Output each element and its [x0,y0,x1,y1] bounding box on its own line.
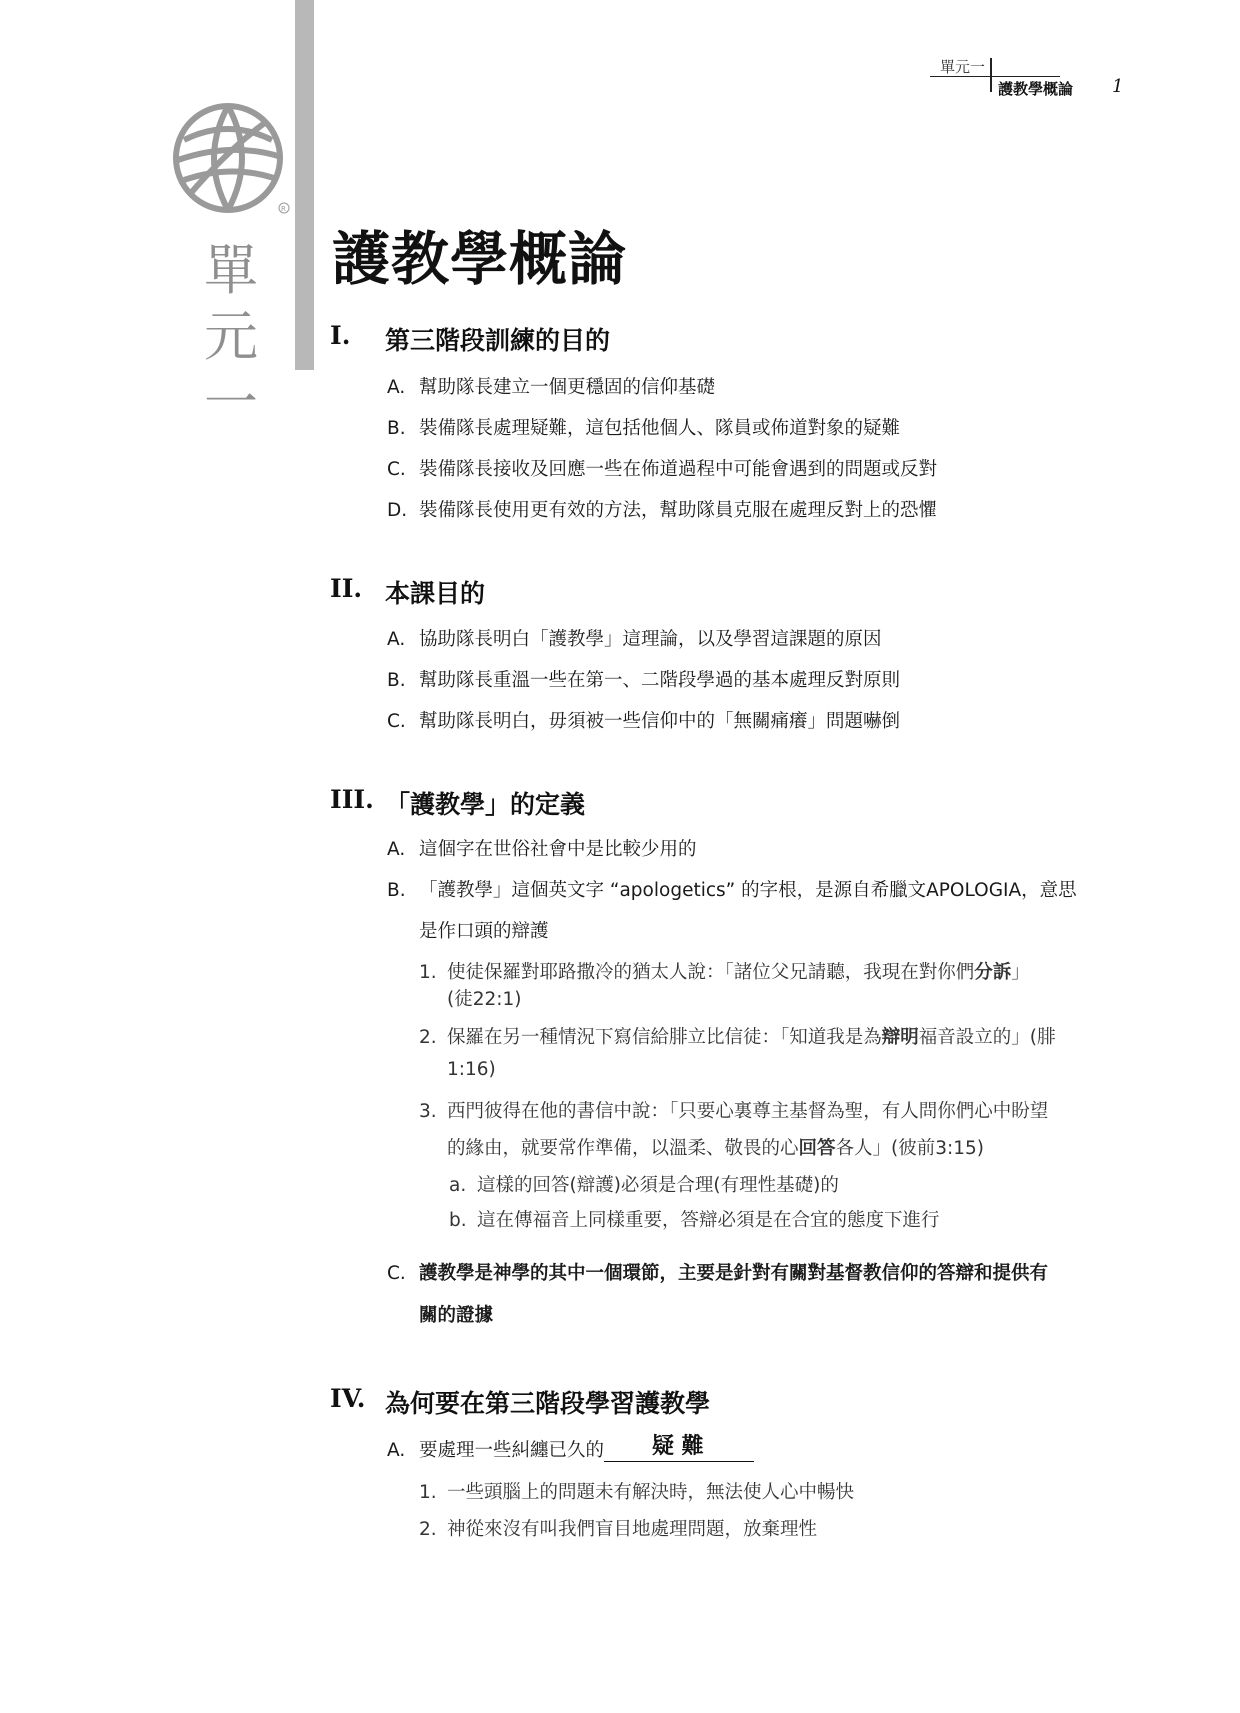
section-number: IV. [330,1384,366,1413]
unit-char-1: 單 [204,239,258,302]
page-title: 護教學概論 [332,225,628,293]
fill-in-blank [604,1433,754,1462]
section-title: 「護教學」的定義 [385,790,586,819]
running-head-rule [930,76,990,77]
sidebar-gray-bar [295,0,314,370]
list-item: A. 幫助隊長建立一個更穩固的信仰基礎 [387,377,716,398]
sub-list-item-continuation: 的緣由，就要常作準備，以溫柔、敬畏的心回答各人」(彼前3:15) [447,1138,985,1159]
running-head-unit: 單元一 [940,58,986,76]
running-head-divider [990,58,992,92]
handwritten-answer: 疑 難 [652,1433,704,1459]
list-item: C. 裝備隊長接收及回應一些在佈道過程中可能會遇到的問題或反對 [387,459,938,480]
sub-list-item: 1. 使徒保羅對耶路撒冷的猶太人說：「諸位父兄請聽，我現在對你們分訴」 [419,962,1030,983]
svg-text:R: R [281,205,286,213]
list-item: A. 這個字在世俗社會中是比較少用的 [387,839,697,860]
list-item: B. 裝備隊長處理疑難，這包括他個人、隊員或佈道對象的疑難 [387,418,901,439]
list-item-continuation: 是作口頭的辯護 [419,921,549,942]
sub-list-item: 3. 西門彼得在他的書信中說：「只要心裏尊主基督為聖，有人問你們心中盼望 [419,1101,1049,1122]
section-title: 為何要在第三階段學習護教學 [385,1389,711,1418]
sub-list-item: 1. 一些頭腦上的問題未有解決時，無法使人心中暢快 [419,1482,855,1503]
section-number: III. [330,785,374,814]
unit-char-2: 元 [204,305,258,368]
list-item: A. 要處理一些糾纏已久的 疑 難 [387,1436,754,1462]
list-item: B. 「護教學」這個英文字 “apologetics” 的字根，是源自希臘文APOLOGIA，意思 [387,880,1077,901]
sub-list-item-continuation: (徒22:1) [447,989,522,1010]
section-number: II. [330,574,363,603]
sub-list-item-continuation: 1:16) [447,1059,496,1080]
section-title: 本課目的 [385,579,486,608]
section-number: I. [330,321,351,350]
list-item: D. 裝備隊長使用更有效的方法，幫助隊員克服在處理反對上的恐懼 [387,500,938,521]
sub-sub-list-item: b. 這在傳福音上同樣重要，答辯必須是在合宜的態度下進行 [449,1210,940,1231]
globe-logo-icon [170,98,295,223]
page-number: 1 [1112,76,1124,97]
running-head [930,52,1130,102]
unit-char-3: 一 [204,371,258,434]
section-title: 第三階段訓練的目的 [385,326,611,355]
list-item: C. 幫助隊長明白，毋須被一些信仰中的「無關痛癢」問題嚇倒 [387,711,901,732]
list-item: A. 協助隊長明白「護教學」這理論，以及學習這課題的原因 [387,629,882,650]
sub-list-item: 2. 保羅在另一種情況下寫信給腓立比信徒：「知道我是為辯明福音設立的」(腓 [419,1027,1056,1048]
running-head-rule-2 [992,76,1060,77]
list-item: C. 護教學是神學的其中一個環節，主要是針對有關對基督教信仰的答辯和提供有 [387,1263,1049,1284]
sub-sub-list-item: a. 這樣的回答(辯護)必須是合理(有理性基礎)的 [449,1175,839,1196]
unit-label-vertical [196,238,266,436]
list-item: B. 幫助隊長重溫一些在第一、二階段學過的基本處理反對原則 [387,670,901,691]
list-item-continuation: 關的證據 [419,1305,494,1326]
running-head-title: 護教學概論 [998,80,1074,98]
sub-list-item: 2. 神從來沒有叫我們盲目地處理問題，放棄理性 [419,1519,818,1540]
